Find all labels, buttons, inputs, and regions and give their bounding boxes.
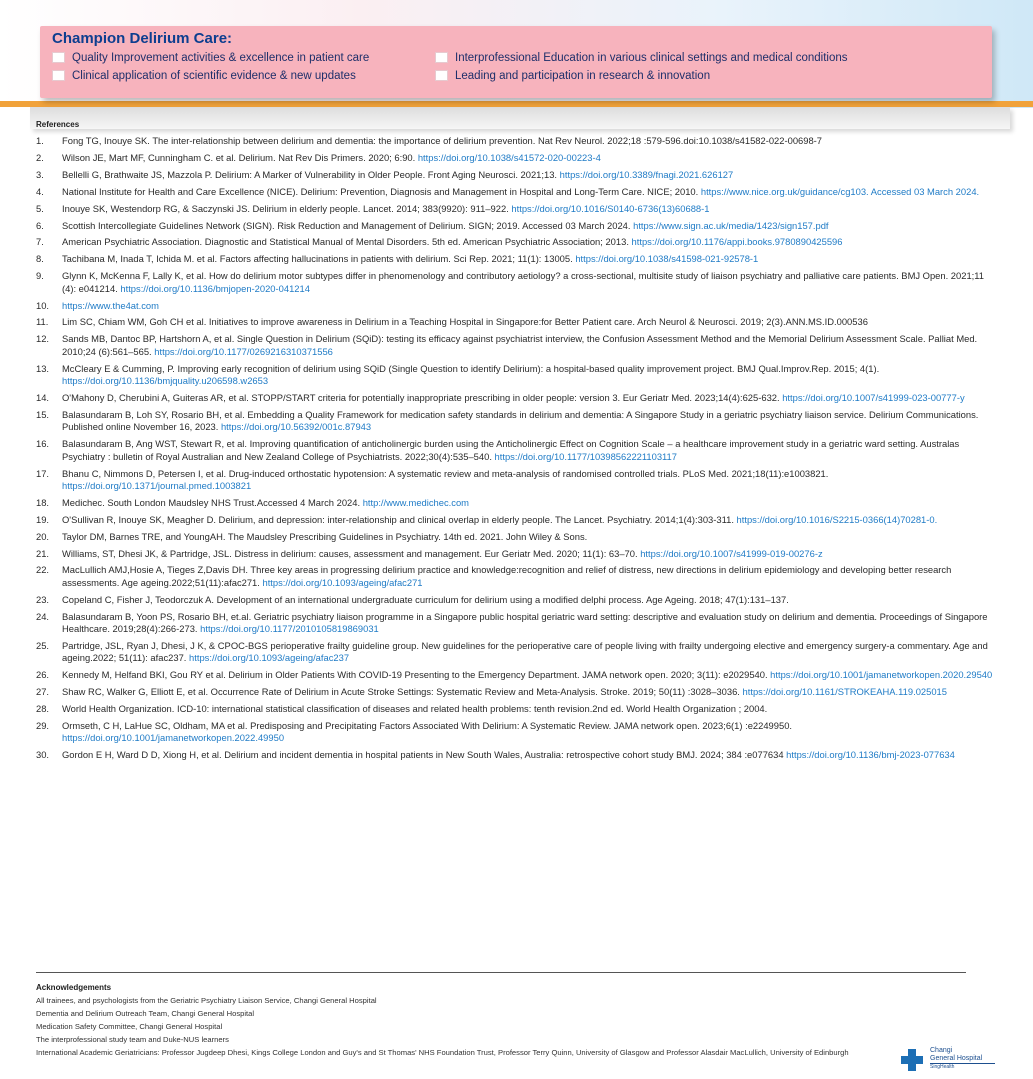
reference-text: Inouye SK, Westendorp RG, & Saczynski JS. Delirium in elderly people. Lancet. 2014; 383(9920): 911–922. (62, 202, 512, 214)
reference-number: 11. (36, 316, 49, 328)
reference-item (36, 669, 996, 681)
reference-item (36, 514, 996, 526)
acknowledgements-heading: Acknowledgements (36, 983, 112, 992)
reference-text: Tachibana M, Inada T, Ichida M. et al. Factors affecting hallucinations in patients with delirium. Sci Rep. 2021; 11(1): 13005. (62, 253, 576, 265)
section-divider (36, 972, 966, 973)
logo-line-2: General Hospital (930, 1055, 983, 1062)
reference-number: 2. (36, 151, 44, 163)
reference-item (36, 438, 996, 463)
reference-text: Medichec. South London Maudsley NHS Trust.Accessed 4 March 2024. (62, 496, 363, 508)
reference-text: Fong TG, Inouye SK. The inter-relationship between delirium and dementia: the importance of delirium prevention. Nat Rev Neurol. 2022;18 :579-596.doi:10.1038/s41582-022-00698-7 (62, 135, 823, 146)
reference-link[interactable]: https://doi.org/10.1038/s41572-020-00223-4 (417, 151, 601, 163)
reference-item (36, 220, 996, 232)
reference-text: Ormseth, C H, LaHue SC, Oldham, MA et al. Predisposing and Precipitating Factors Associated With Delirium: A Systematic Review. JAMA network open. 2023;6(1) :e2249950. (62, 720, 793, 732)
acknowledgement-item: International Academic Geriatricians: Professor Jugdeep Dhesi, Kings College London and Guy's and St Thomas' NHS Foundation Trust, Professor Terry Quinn, University of Glasgow and Professor Alasdair MacLullich, University of Edinburgh (36, 1047, 849, 1057)
reference-link[interactable]: http://www.medichec.com (362, 496, 469, 508)
reference-item (36, 316, 996, 328)
reference-item (36, 468, 996, 493)
reference-item (36, 300, 996, 312)
champion-item (52, 52, 369, 64)
champion-item-label: Quality Improvement activities & excellence in patient care (72, 52, 370, 64)
reference-number: 1. (36, 135, 44, 146)
reference-link[interactable]: https://doi.org/10.1007/s41999-023-00777-y (782, 392, 965, 403)
reference-link[interactable]: https://doi.org/10.1371/journal.pmed.1003821 (62, 479, 252, 491)
reference-number: 21. (36, 547, 50, 559)
reference-item (36, 270, 996, 295)
reference-number: 18. (36, 496, 50, 508)
reference-number: 4. (36, 185, 44, 197)
references-heading: References (36, 120, 80, 129)
reference-number: 29. (36, 720, 50, 732)
reference-item (36, 363, 996, 388)
reference-item (36, 409, 996, 434)
reference-number: 24. (36, 610, 50, 622)
checkbox-icon (52, 52, 65, 63)
reference-text: Glynn K, McKenna F, Lally K, et al. How do delirium motor subtypes differ in phenomenology and contributory aetiology? a cross-sectional, multisite study of liaison psychiatry and palliative care patients. BMJ Open. 2021;11 (4): e041214. (62, 270, 985, 294)
reference-item (36, 497, 996, 509)
reference-text: Copeland C, Fisher J, Teodorczuk A. Development of an international undergraduate curriculum for delirium using a modified delphi process. Age Ageing. 2018; 47(1):131–137. (62, 593, 789, 605)
changi-general-hospital-logo (901, 1047, 1001, 1073)
reference-item (36, 333, 996, 358)
reference-item (36, 703, 996, 715)
checkbox-icon (435, 52, 448, 63)
reference-link[interactable]: https://doi.org/10.1177/2010105819869031 (200, 623, 379, 635)
reference-item (36, 686, 996, 698)
hospital-cross-icon (901, 1049, 923, 1071)
reference-number: 17. (36, 467, 50, 479)
reference-number: 28. (36, 703, 50, 715)
reference-link[interactable]: https://www.sign.ac.uk/media/1423/sign157.pdf (633, 219, 829, 231)
reference-number: 5. (36, 202, 44, 214)
reference-link[interactable]: https://doi.org/10.1016/S0140-6736(13)60688-1 (511, 202, 710, 214)
reference-text: McCleary E & Cumming, P. Improving early recognition of delirium using SQiD (Single Question to identify Delirium): a hospital-based quality improvement project. BMJ Qual.Improv.Rep. 2015; 4(1). (62, 362, 880, 374)
champion-item (435, 70, 710, 82)
acknowledgement-item: The interprofessional study team and Duke-NUS learners (36, 1034, 229, 1044)
reference-link[interactable]: https://doi.org/10.56392/001c.87943 (220, 421, 372, 433)
reference-item (36, 135, 996, 147)
reference-text: World Health Organization. ICD-10: international statistical classification of diseases and related health problems: tenth revision.2nd ed. World Health Organization ; 2004. (62, 703, 768, 715)
reference-text: Balasundaram B, Yoon PS, Rosario BH, et.al. Geriatric psychiatry liaison programme in a Singapore public hospital geriatric ward setting: descriptive and evaluation study on delirium and dementia. Proceedings of Singapore Healthcare. 2019;28(4):266-273. (62, 610, 988, 635)
reference-text: Scottish Intercollegiate Guidelines Network (SIGN). Risk Reduction and Management of Delirium. SIGN; 2019. Accessed 03 March 2024. (62, 219, 634, 231)
acknowledgements-list (36, 996, 896, 1060)
reference-item (36, 186, 996, 198)
reference-text: Bhanu C, Nimmons D, Petersen I, et al. Drug-induced orthostatic hypotension: A systematic review and meta-analysis of randomised controlled trials. PLoS Med. 2021;18(11):e1003821. (62, 467, 829, 479)
reference-text: Wilson JE, Mart MF, Cunningham C. et al. Delirium. Nat Rev Dis Primers. 2020; 6:90. (62, 151, 418, 163)
reference-item (36, 749, 996, 761)
reference-link[interactable]: https://doi.org/10.1136/bmj-2023-077634 (786, 749, 955, 761)
champion-item-label: Interprofessional Education in various clinical settings and medical conditions (455, 52, 848, 64)
reference-item (36, 531, 996, 543)
champion-item-label: Leading and participation in research & innovation (455, 70, 711, 82)
reference-number: 12. (36, 333, 50, 345)
logo-line-1: Changi (930, 1047, 953, 1054)
banner-shadow-strip (30, 107, 1010, 129)
reference-number: 25. (36, 640, 50, 651)
reference-link[interactable]: https://doi.org/10.1093/ageing/afac271 (262, 576, 423, 588)
reference-item (36, 253, 996, 265)
reference-number: 6. (36, 219, 44, 231)
reference-number: 16. (36, 438, 50, 450)
reference-link[interactable]: https://doi.org/10.1161/STROKEAHA.119.025015 (742, 686, 947, 698)
reference-link[interactable]: https://doi.org/10.1177/10398562221103117 (494, 450, 677, 462)
reference-number: 14. (36, 392, 50, 403)
reference-number: 3. (36, 168, 44, 180)
logo-line-3: SingHealth (930, 1064, 955, 1070)
reference-number: 9. (36, 270, 44, 282)
checkbox-icon (435, 70, 448, 81)
reference-text: Taylor DM, Barnes TRE, and YoungAH. The Maudsley Prescribing Guidelines in Psychiatry. 14th ed. 2021. John Wiley & Sons. (62, 530, 588, 542)
reference-text: Balasundaram B, Ang WST, Stewart R, et al. Improving quantification of anticholinergic burden using the Anticholinergic Effect on Cognition Scale – a healthcare improvement study in a geriatric ward setting. Australas Psychiatry : bulletin of Royal Australian and New Zealand College of Psychiatrists. 2022;30(4):535–540. (62, 438, 960, 462)
reference-link[interactable]: https://doi.org/10.1176/appi.books.9780890425596 (631, 236, 843, 248)
reference-text: Bellelli G, Brathwaite JS, Mazzola P. Delirium: A Marker of Vulnerability in Older People. Front Aging Neurosci. 2021;13. (62, 168, 560, 180)
reference-number: 30. (36, 749, 50, 761)
reference-number: 10. (36, 299, 50, 311)
reference-link[interactable]: https://doi.org/10.1093/ageing/afac237 (189, 652, 350, 664)
reference-item (36, 611, 996, 636)
acknowledgement-item: All trainees, and psychologists from the Geriatric Psychiatry Liaison Service, Changi General Hospital (36, 996, 377, 1005)
reference-number: 27. (36, 686, 50, 698)
reference-link[interactable]: https://doi.org/10.1001/jamanetworkopen.2022.49950 (62, 732, 285, 744)
reference-text: O'Mahony D, Cherubini A, Guiteras AR, et al. STOPP/START criteria for potentially inappropriate prescribing in older people: version 3. Eur Geriatr Med. 2023;14(4):625-632. (62, 392, 783, 403)
reference-text: O'Sullivan R, Inouye SK, Meagher D. Delirium, and depression: inter-relationship and clinical overlap in elderly people. The Lancet. Psychiatry. 2014;1(4):303-311. (62, 513, 737, 525)
reference-text: National Institute for Health and Care Excellence (NICE). Delirium: Prevention, Diagnosis and Management in Hospital and Long-Term Care. NICE; 2010. (62, 185, 701, 197)
reference-item (36, 152, 996, 164)
reference-number: 13. (36, 362, 50, 374)
reference-number: 23. (36, 593, 50, 605)
reference-link[interactable]: https://doi.org/10.1177/0269216310371556 (154, 345, 333, 357)
reference-item (36, 548, 996, 560)
reference-number: 8. (36, 253, 44, 265)
reference-text: MacLullich AMJ,Hosie A, Tieges Z,Davis DH. Three key areas in progressing delirium practice and knowledge:recognition and relief of distress, new directions in delirium epidemiology and developing better research assessments. Age ageing.2022;51(11):afac271. (62, 564, 952, 588)
reference-text: Sands MB, Dantoc BP, Hartshorn A, et al. Single Question in Delirium (SQiD): testing its efficacy against psychiatrist interview, the Confusion Assessment Method and the Memorial Delirium Assessment Scale. Palliat Med. 2010;24 (6):561–565. (62, 333, 978, 357)
reference-number: 15. (36, 408, 50, 420)
reference-text: Partridge, JSL, Ryan J, Dhesi, J K, & CPOC-BGS perioperative frailty guideline group. New guidelines for the perioperative care of people living with frailty undergoing elective and emergency surgery-a commentary. Age and ageing.2022; 51(11): afac237. (62, 640, 988, 664)
reference-text: Williams, ST, Dhesi JK, & Partridge, JSL. Distress in delirium: causes, assessment and management. Eur Geriatr Med. 2020; 11(1): 63–70. (62, 547, 641, 559)
champion-delirium-care-box (40, 26, 992, 98)
reference-item (36, 564, 996, 589)
reference-text: American Psychiatric Association. Diagnostic and Statistical Manual of Mental Disorders. 5th ed. American Psychiatric Association; 2013. (62, 236, 632, 248)
reference-text: Kennedy M, Helfand BKI, Gou RY et al. Delirium in Older Patients With COVID-19 Presenting to the Emergency Department. JAMA network open. 2020; 3(11): e2029540. (62, 669, 771, 681)
reference-number: 26. (36, 669, 50, 681)
reference-link[interactable]: https://doi.org/10.1136/bmjquality.u206598.w2653 (62, 375, 269, 387)
reference-item (36, 203, 996, 215)
reference-item (36, 720, 996, 745)
reference-link[interactable]: https://doi.org/10.1007/s41999-019-00276-z (640, 547, 823, 559)
reference-number: 22. (36, 564, 50, 576)
reference-text: Gordon E H, Ward D D, Xiong H, et al. Delirium and incident dementia in hospital patients in New South Wales, Australia: retrospective cohort study BMJ. 2024; 384 :e077634 (62, 749, 787, 761)
reference-link[interactable]: https://doi.org/10.1136/bmjopen-2020-041214 (120, 282, 310, 294)
acknowledgement-item: Medication Safety Committee, Changi General Hospital (36, 1021, 223, 1031)
champion-item (435, 52, 848, 64)
reference-item (36, 640, 996, 665)
reference-item (36, 236, 996, 248)
reference-number: 7. (36, 236, 44, 248)
reference-item (36, 594, 996, 606)
reference-link[interactable]: https://www.the4at.com (62, 299, 159, 311)
champion-item (52, 70, 356, 82)
reference-link[interactable]: https://doi.org/10.1038/s41598-021-92578-1 (575, 253, 759, 265)
champion-item-label: Clinical application of scientific evidence & new updates (72, 70, 356, 82)
reference-item (36, 169, 996, 181)
reference-item (36, 392, 996, 404)
reference-link[interactable]: https://doi.org/10.1016/S2215-0366(14)70281-0. (736, 513, 938, 525)
champion-title: Champion Delirium Care: (52, 30, 233, 47)
reference-link[interactable]: https://doi.org/10.3389/fnagi.2021.626127 (559, 168, 734, 180)
reference-number: 19. (36, 513, 50, 525)
checkbox-icon (52, 70, 65, 81)
reference-link[interactable]: https://doi.org/10.1001/jamanetworkopen.2020.29540 (770, 669, 993, 681)
reference-text: Shaw RC, Walker G, Elliott E, et al. Occurrence Rate of Delirium in Acute Stroke Settings: Systematic Review and Meta-Analysis. Stroke. 2019; 50(11) :3028–3036. (62, 686, 743, 698)
reference-text: Balasundaram B, Loh SY, Rosario BH, et al. Embedding a Quality Framework for medication safety standards in delirium and dementia: A Singapore Study in a geriatric psychiatry liaison service. Delirium Communications. Published online November 16, 2023. (62, 408, 979, 433)
reference-number: 20. (36, 530, 50, 542)
reference-link[interactable]: https://www.nice.org.uk/guidance/cg103. Accessed 03 March 2024. (700, 185, 980, 197)
reference-text: Lim SC, Chiam WM, Goh CH et al. Initiatives to improve awareness in Delirium in a Teaching Hospital in Singapore:for Better Patient care. Arch Neurol & Neurosci. 2019; 2(3).ANN.MS.ID.000536 (62, 316, 868, 328)
acknowledgement-item: Dementia and Delirium Outreach Team, Changi General Hospital (36, 1008, 255, 1018)
reference-list (36, 135, 996, 766)
